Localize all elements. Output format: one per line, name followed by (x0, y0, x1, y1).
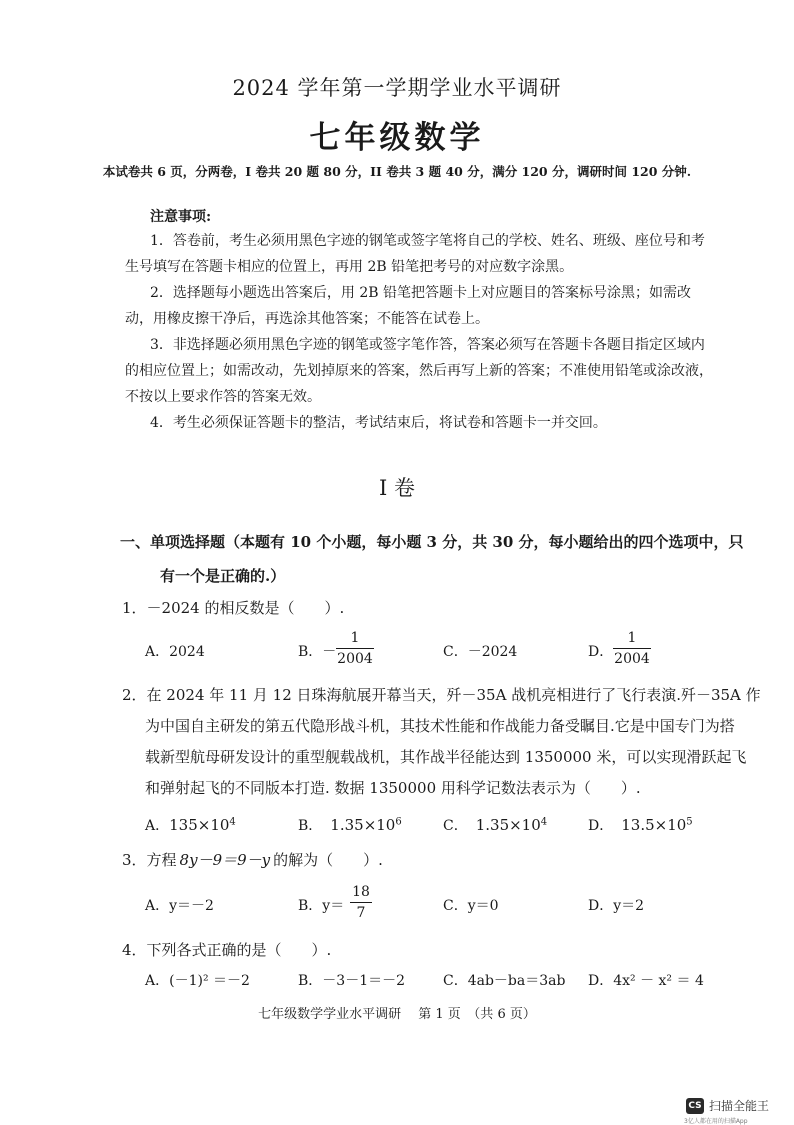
q2-option-b (298, 815, 402, 835)
q2-d-base: 13.5×10 (621, 816, 687, 834)
q2-option-c (443, 815, 547, 835)
q3-option-b-label: B．y＝ (298, 898, 345, 914)
q3-equation: 8y－9＝9－y (179, 851, 271, 869)
q1-option-a: A．2024 (145, 644, 205, 660)
q3-option-d: D．y＝2 (588, 898, 645, 914)
notice-item-3: 3．非选择题必须用黑色字迹的钢笔或签字笔作答，答案必须写在答题卡各题目指定区域内的相应位置上；如需改动，先划掉原来的答案，然后再写上新的答案；不准使用铅笔或涂改液，不按以上要求作答的答案无效。 (125, 337, 713, 405)
notice-item-1: 1．答卷前，考生必须用黑色字迹的钢笔或签字笔将自己的学校、姓名、班级、座位号和考生号填写在答题卡相应的位置上，再用 2B 铅笔把考号的对应数字涂黑。 (125, 233, 705, 275)
q3-option-b-fraction (350, 883, 372, 922)
q2-c-exp: 4 (540, 816, 548, 828)
exam-info: 本试卷共 6 页，分两卷，I 卷共 20 题 80 分，II 卷共 3 题 40 分，满分 120 分，调研时间 120 分钟. (102, 164, 692, 179)
q2-line-4: 和弹射起飞的不同版本打造. 数据 1350000 用科学记数法表示为（ ）. (145, 779, 641, 797)
q4-option-c: C．4ab－ba＝3ab (443, 973, 566, 989)
q2-a-base: 135×10 (169, 816, 230, 834)
q2-option-a (145, 815, 236, 835)
q1-d-denominator: 2004 (614, 651, 650, 667)
q1-b-numerator: 1 (350, 630, 360, 646)
fraction-bar (336, 648, 374, 649)
exam-title: 2024 学年第一学期学业水平调研 (232, 76, 562, 100)
q2-line-3: 载新型航母研发设计的重型舰载战机，其作战半径能达到 1350000 米，可以实现滑跃起飞 (145, 748, 747, 766)
q3-stem-suffix: 的解为（ ）. (273, 851, 383, 869)
q2-c-base: 1.35×10 (475, 816, 541, 834)
q4-option-a: A．(－1)² ＝－2 (145, 973, 250, 989)
q3-stem (122, 849, 383, 870)
q3-b-numerator: 18 (352, 884, 370, 900)
q2-a-label: A． (145, 818, 170, 834)
q2-b-label: B． (298, 818, 323, 834)
q2-line-1: 2．在 2024 年 11 月 12 日珠海航展开幕当天，歼－35A 战机亮相进行了飞行表演.歼－35A 作 (122, 686, 761, 704)
q3-option-a: A．y＝－2 (145, 898, 214, 914)
q3-b-denominator: 7 (356, 905, 366, 921)
q2-d-label: D． (588, 818, 614, 834)
camscanner-logo-icon: CS (686, 1098, 704, 1114)
q3-option-c: C．y＝0 (443, 898, 499, 914)
q2-a-exp: 4 (229, 816, 236, 828)
notice-item-2: 2．选择题每小题选出答案后，用 2B 铅笔把答题卡上对应题目的答案标号涂黑；如需改动，用橡皮擦干净后，再选涂其他答案；不能答在试卷上。 (125, 285, 692, 327)
page-footer: 七年级数学学业水平调研 第 1 页 （共 6 页） (258, 1007, 536, 1022)
fraction-bar (350, 902, 372, 903)
q1-option-c: C．－2024 (443, 644, 518, 660)
q2-b-base: 1.35×10 (330, 816, 396, 834)
q1-stem: 1．－2024 的相反数是（ ）. (122, 599, 345, 617)
q4-stem: 4．下列各式正确的是（ ）. (122, 941, 332, 959)
watermark-subtitle: 3亿人都在用的扫描App (684, 1118, 748, 1125)
q4-option-d: D．4x² － x² ＝ 4 (588, 973, 704, 989)
fraction-bar (613, 648, 651, 649)
q2-b-exp: 6 (395, 816, 402, 828)
q2-d-exp: 5 (686, 816, 693, 828)
q1-option-b-label: B．－ (298, 644, 337, 660)
notice-item-4: 4．考生必须保证答题卡的整洁，考试结束后，将试卷和答题卡一并交回。 (150, 415, 607, 431)
q1-option-d-label: D． (588, 644, 614, 660)
q3-stem-prefix: 3．方程 (122, 851, 177, 869)
notice-title: 注意事项: (150, 209, 212, 225)
q1-option-d-fraction (613, 629, 651, 668)
watermark-name: 扫描全能王 (709, 1099, 770, 1113)
q2-line-2: 为中国自主研发的第五代隐形战斗机，其技术性能和作战能力备受瞩目.它是中国专门为搭 (145, 717, 735, 735)
subject-title: 七年级数学 (309, 120, 485, 156)
q1-d-numerator: 1 (627, 630, 637, 646)
q2-c-label: C． (443, 818, 468, 834)
part-heading-line2: 有一个是正确的.） (160, 567, 286, 585)
section-title: I 卷 (379, 476, 415, 500)
q1-option-b-fraction (336, 629, 374, 668)
q2-option-d (588, 815, 693, 835)
q4-option-b: B．－3－1＝－2 (298, 973, 406, 989)
q1-b-denominator: 2004 (337, 651, 373, 667)
part-heading-line1: 一、单项选择题（本题有 10 个小题，每小题 3 分，共 30 分，每小题给出的四个选项中，只 (120, 533, 744, 551)
